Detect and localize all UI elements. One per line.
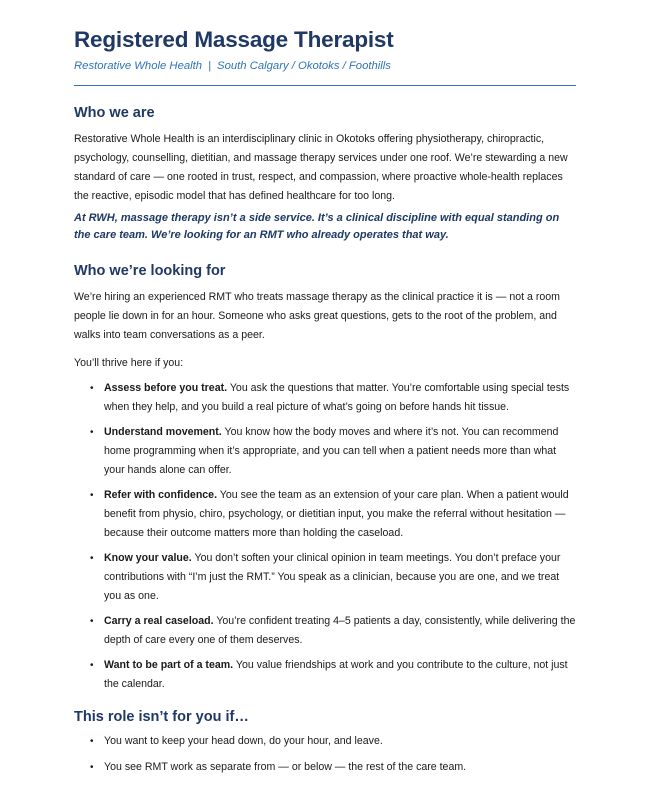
list-item-text: You want to keep your head down, do your hour, and leave. [104,735,383,747]
list-item-text: You see RMT work as separate from — or below — the rest of the care team. [104,761,467,773]
list-item [74,549,576,606]
subtitle [74,58,576,74]
list-item [74,758,576,777]
bullet-icon: • [90,736,94,747]
thrive-list [74,379,576,694]
bullet-icon: • [90,660,94,671]
subtitle-separator: | [208,60,212,72]
bullet-icon: • [90,553,94,564]
bullet-icon: • [90,383,94,394]
header-divider [74,85,576,86]
section-heading-not-for-you: This role isn’t for you if… [74,709,249,725]
bullet-icon: • [90,616,94,627]
who-we-are-paragraph: Restorative Whole Health is an interdisciplinary clinic in Okotoks offering physiotherapy, chiropractic, psychology, counselling, dietitian, and massage therapy services under one roof. We’re stewarding a new standard of care — one rooted in trust, respect, and compassion, where proactive whole-health replaces the reactive, episodic model that has defined healthcare for too long. [74,133,568,202]
callout-statement: At RWH, massage therapy isn’t a side service. It’s a clinical discipline with equal standing on the care team. We’re looking for an RMT who already operates that way. [74,212,560,241]
list-item-lead: Assess before you treat. [104,382,228,394]
list-item-text: You’re confident treating 4–5 patients a day, consistently, while delivering the depth of care every one of them deserves. [104,615,576,646]
list-item-text: You know how the body moves and where it’s not. You can recommend home programming when it’s appropriate, and you can tell when a patient needs more than what your hands alone can offer. [104,426,559,476]
list-item [74,732,576,751]
section-heading-who-we-are: Who we are [74,105,155,121]
list-item-lead: Want to be part of a team. [104,659,234,671]
looking-for-paragraph: We’re hiring an experienced RMT who treats massage therapy as the clinical practice it is — not a room people lie down in for an hour. Someone who asks great questions, gets to the root of the problem, and walks into team conversations as a peer. [74,291,560,341]
list-item [74,656,576,694]
list-item-text: You don’t soften your clinical opinion in team meetings. You don’t preface your contributions with “I’m just the RMT.” You speak as a clinician, because you are one, and we treat you as one. [104,552,561,602]
list-item-lead: Carry a real caseload. [104,615,214,627]
list-item [74,612,576,650]
subtitle-location: South Calgary / Okotoks / Foothills [217,60,391,72]
list-item [74,486,576,543]
list-item-lead: Know your value. [104,552,192,564]
list-item [74,423,576,480]
bullet-icon: • [90,490,94,501]
not-for-you-list [74,732,576,777]
subtitle-organization: Restorative Whole Health [74,60,203,72]
section-heading-looking-for: Who we’re looking for [74,263,226,279]
bullet-icon: • [90,427,94,438]
thrive-intro: You’ll thrive here if you: [74,357,184,369]
list-item-lead: Understand movement. [104,426,222,438]
job-posting-document [74,26,576,784]
bullet-icon: • [90,762,94,773]
list-item-lead: Refer with confidence. [104,489,218,501]
list-item-text: You value friendships at work and you contribute to the culture, not just the calendar. [104,659,568,690]
list-item-text: You ask the questions that matter. You’re comfortable using special tests when they help, and you build a real picture of what’s going on before hands hit tissue. [104,382,570,413]
list-item [74,379,576,417]
list-item-text: You see the team as an extension of your care plan. When a patient would benefit from physio, chiro, psychology, or dietitian input, you make the referral without hesitation — because their outcome matters more than holding the caseload. [104,489,569,539]
page-title: Registered Massage Therapist [74,27,394,52]
